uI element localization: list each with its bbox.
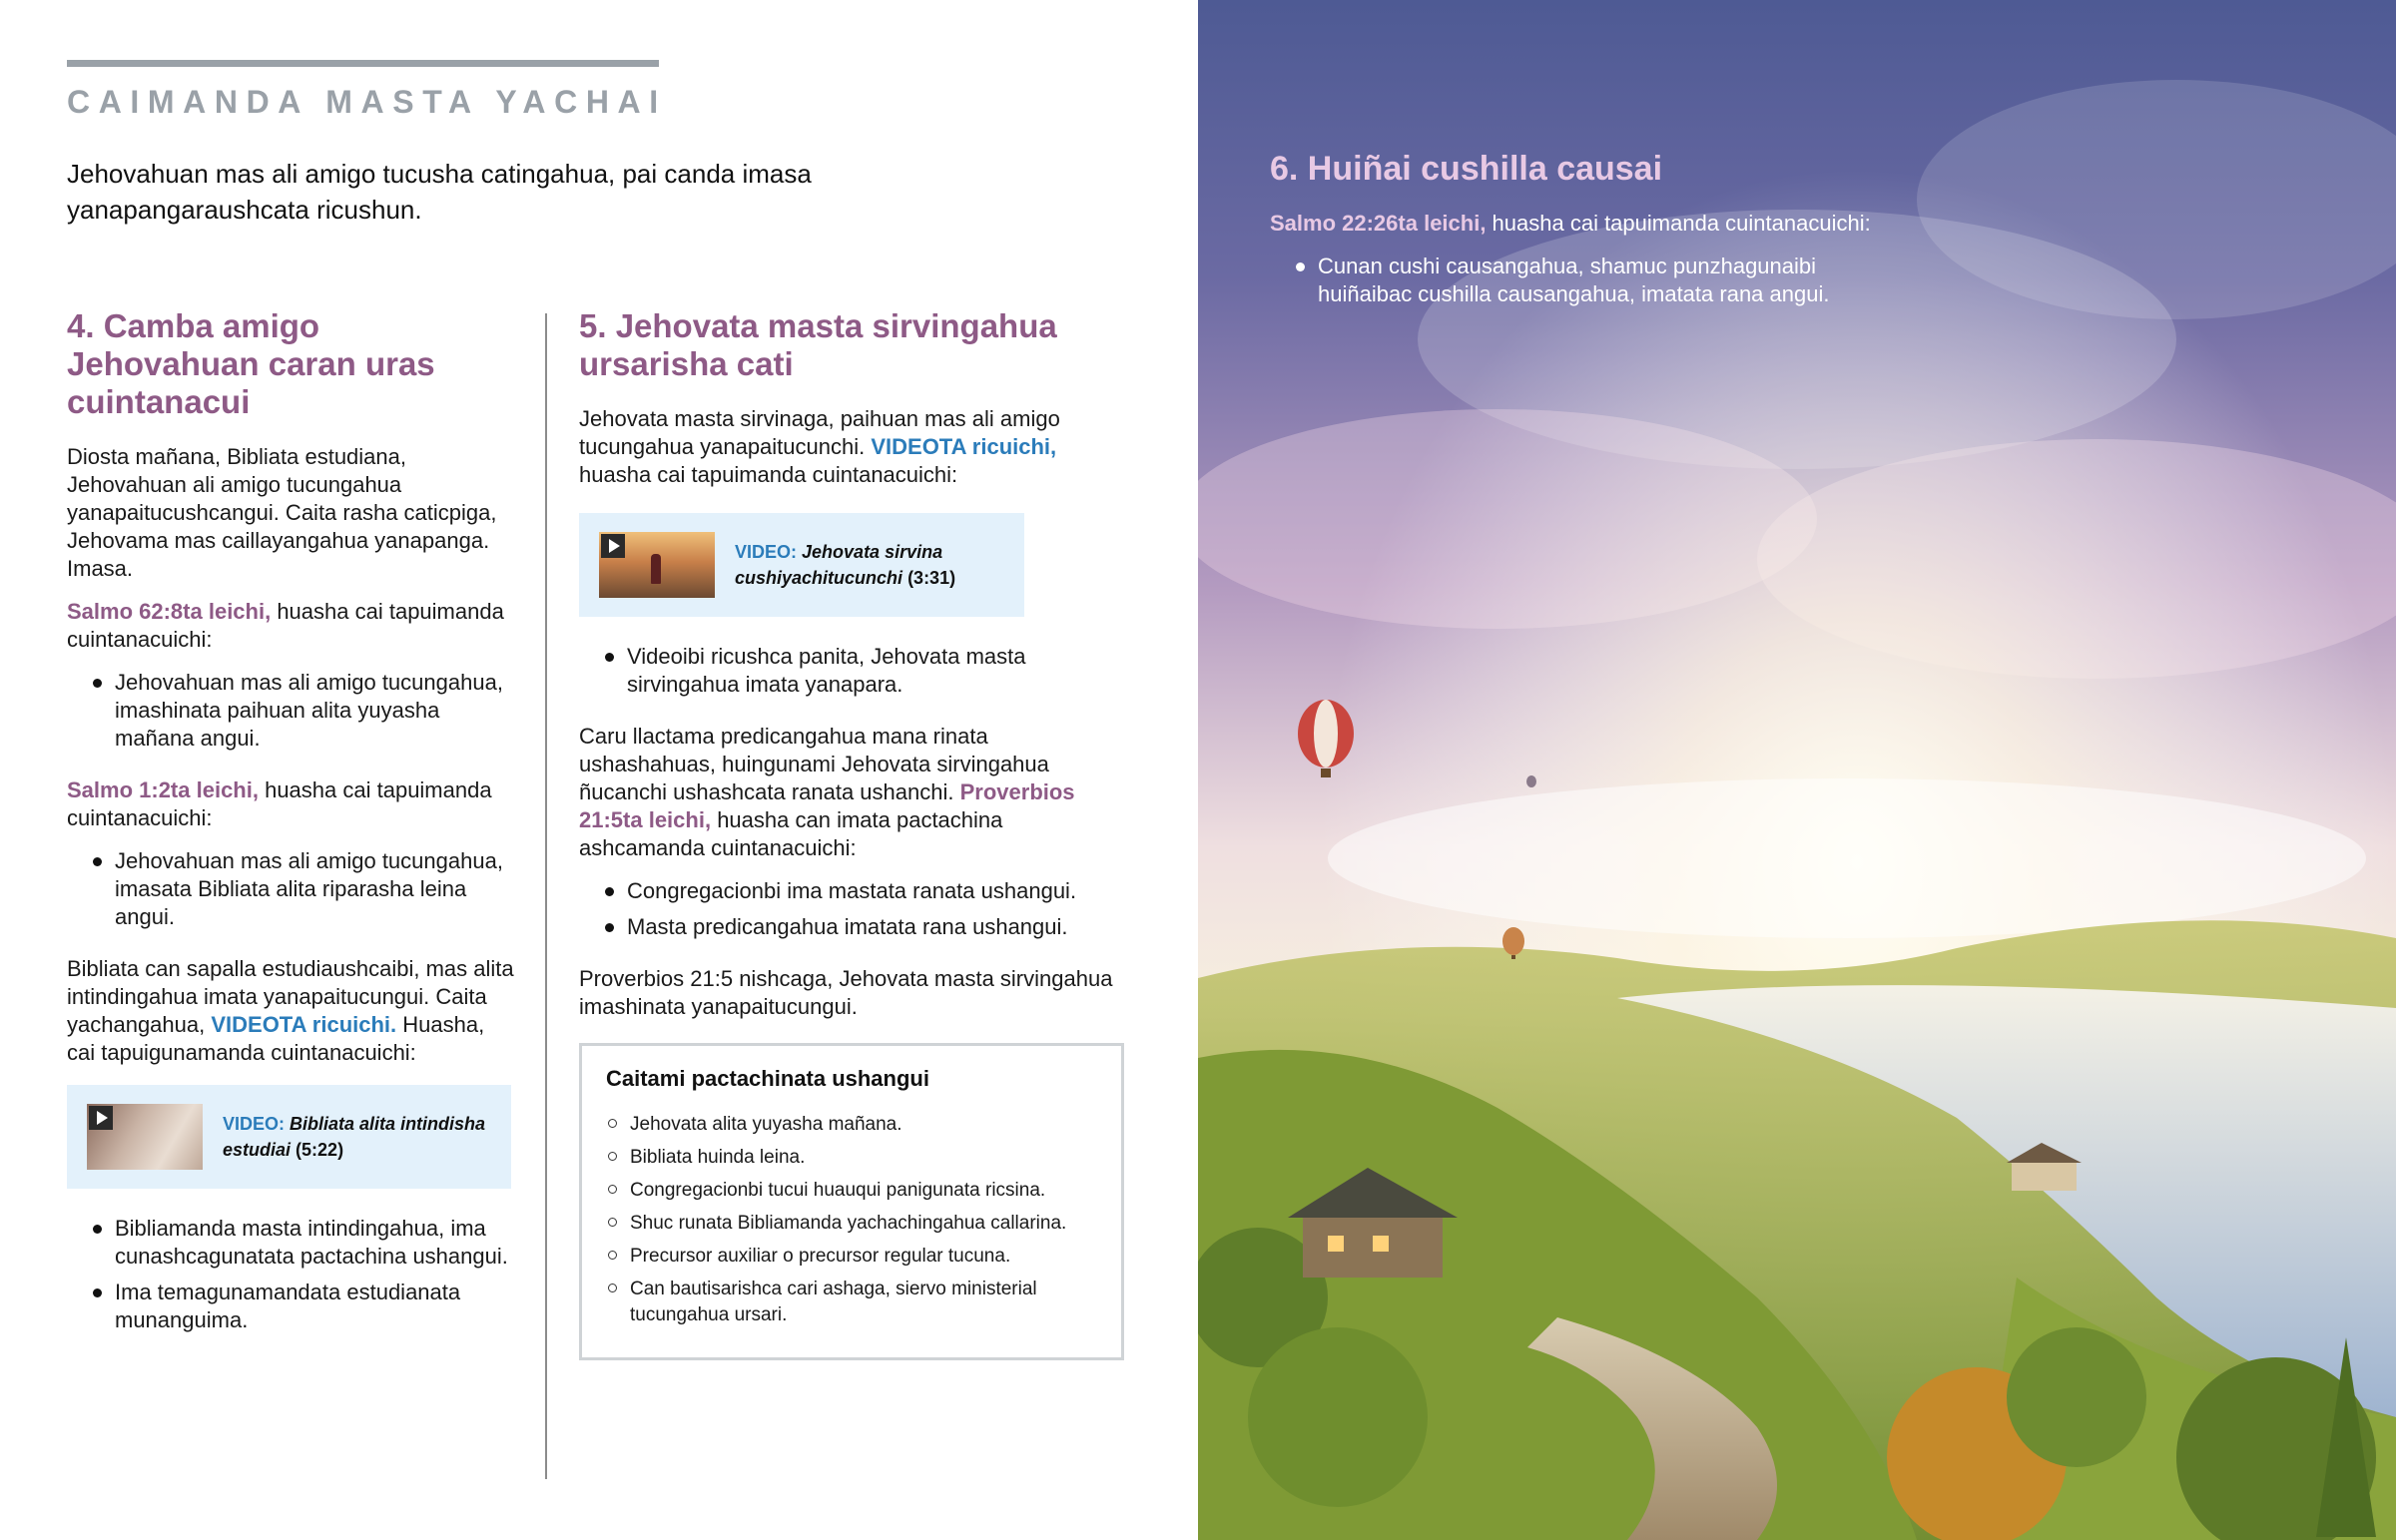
header-rule (67, 60, 659, 67)
section-4-ref2: Salmo 1:2ta leichi, huasha cai tapuimanda cuintanacuichi: (67, 777, 492, 830)
list-item: Cunan cushi causangahua, shamuc punzhagunaibi huiñaibac cushilla causangahua, imatata rana angui. (1318, 253, 1909, 308)
video-thumbnail[interactable] (599, 532, 715, 598)
list-item: Jehovahuan mas ali amigo tucungahua, imashinata paihuan alita yuyasha mañana angui. (115, 669, 516, 753)
list-item: Congregacionbi ima mastata ranata ushangui. (627, 877, 1128, 905)
hot-air-balloon-icon (1526, 775, 1536, 787)
section-4 (67, 307, 516, 1358)
section-6-ref: Salmo 22:26ta leichi, huasha cai tapuimanda cuintanacuichi: (1270, 211, 1871, 236)
video-link[interactable]: VIDEOTA ricuichi, (871, 434, 1057, 459)
list-item: Shuc runata Bibliamanda yachachingahua callarina. (630, 1211, 1097, 1237)
section-6-bullets (1270, 253, 1909, 308)
column-divider (545, 313, 547, 1479)
video-caption: VIDEO: Bibliata alita intindisha estudiai (5:22) (223, 1114, 486, 1160)
goals-list (606, 1112, 1097, 1328)
section-4-para1: Diosta mañana, Bibliata estudiana, Jehovahuan ali amigo tucungahua yanapaitucushcangui. Caita rasha caticpiga, Jehovama mas caillayangahua yanapanga. Imasa. (67, 444, 497, 581)
section-5-para1: Jehovata masta sirvinaga, paihuan mas ali amigo tucungahua yanapaitucunchi. VIDEOTA ricuichi, huasha cai tapuimanda cuintanacuichi: (579, 406, 1060, 487)
list-item: Bibliata huinda leina. (630, 1145, 1097, 1171)
video-link[interactable]: VIDEOTA ricuichi. (211, 1012, 397, 1037)
scripture-ref-link[interactable]: Proverbios 21:5ta leichi, (579, 779, 1075, 832)
scripture-ref-link[interactable]: Salmo 62:8ta leichi, (67, 599, 272, 624)
video-thumbnail[interactable] (87, 1104, 203, 1170)
goals-box-title: Caitami pactachinata ushangui (606, 1066, 929, 1091)
video-card-bible-study[interactable] (67, 1085, 511, 1189)
section-5-bullets1 (579, 643, 1128, 699)
list-item: Jehovata alita yuyasha mañana. (630, 1112, 1097, 1138)
section-5 (579, 307, 1128, 1360)
section-4-ref1: Salmo 62:8ta leichi, huasha cai tapuimanda cuintanacuichi: (67, 599, 504, 652)
section-6 (1270, 150, 1909, 332)
goals-box (579, 1043, 1124, 1360)
play-icon[interactable] (601, 534, 625, 558)
list-item: Bibliamanda masta intindingahua, ima cunashcagunatata pactachina ushangui. (115, 1215, 516, 1271)
section-5-title: 5. Jehovata masta sirvingahua ursarisha cati (579, 307, 1057, 382)
section-4-bullets2 (67, 847, 516, 931)
list-item: Masta predicangahua imatata rana ushangui. (627, 913, 1128, 941)
section-6-title: 6. Huiñai cushilla causai (1270, 150, 1663, 188)
play-icon[interactable] (89, 1106, 113, 1130)
section-4-title: 4. Camba amigo Jehovahuan caran uras cuintanacui (67, 307, 435, 420)
intro-text: Jehovahuan mas ali amigo tucusha catingahua, pai canda imasa yanapangaraushcata ricushun. (67, 159, 812, 225)
list-item: Jehovahuan mas ali amigo tucungahua, imasata Bibliata alita riparasha leina angui. (115, 847, 516, 931)
section-4-bullets1 (67, 669, 516, 753)
list-item: Precursor auxiliar o precursor regular tucuna. (630, 1244, 1097, 1270)
right-page-illustration (1198, 0, 2396, 1540)
video-card-serving[interactable] (579, 513, 1024, 617)
list-item: Videoibi ricushca panita, Jehovata masta sirvingahua imata yanapara. (627, 643, 1128, 699)
section-4-bullets3 (67, 1215, 516, 1334)
section-4-para2: Bibliata can sapalla estudiaushcaibi, mas alita intindingahua imata yanapaitucungui. Caita yachangahua, VIDEOTA ricuichi. Huasha, cai tapuigunamanda cuintanacuichi: (67, 956, 514, 1065)
list-item: Ima temagunamandata estudianata munanguima. (115, 1279, 516, 1334)
page-kicker: CAIMANDA MASTA YACHAI (67, 84, 667, 120)
scripture-ref-link[interactable]: Salmo 1:2ta leichi, (67, 777, 259, 802)
section-5-para2: Caru llactama predicangahua mana rinata ushashahuas, huingunami Jehovata sirvingahua ñucanchi ushashcata ranata ushanchi. Proverbios 21:5ta leichi, huasha can imata pactachina ashcamanda cuintanacuichi: (579, 724, 1075, 860)
section-5-bullets2 (579, 877, 1128, 941)
section-5-para3: Proverbios 21:5 nishcaga, Jehovata masta sirvingahua imashinata yanapaitucungui. (579, 966, 1113, 1019)
video-caption: VIDEO: Jehovata sirvina cushiyachitucunchi (3:31) (735, 542, 956, 588)
scripture-ref-link[interactable]: Salmo 22:26ta leichi, (1270, 211, 1487, 236)
list-item: Congregacionbi tucui huauqui panigunata ricsina. (630, 1178, 1097, 1204)
list-item: Can bautisarishca cari ashaga, siervo ministerial tucungahua ursari. (630, 1277, 1097, 1328)
